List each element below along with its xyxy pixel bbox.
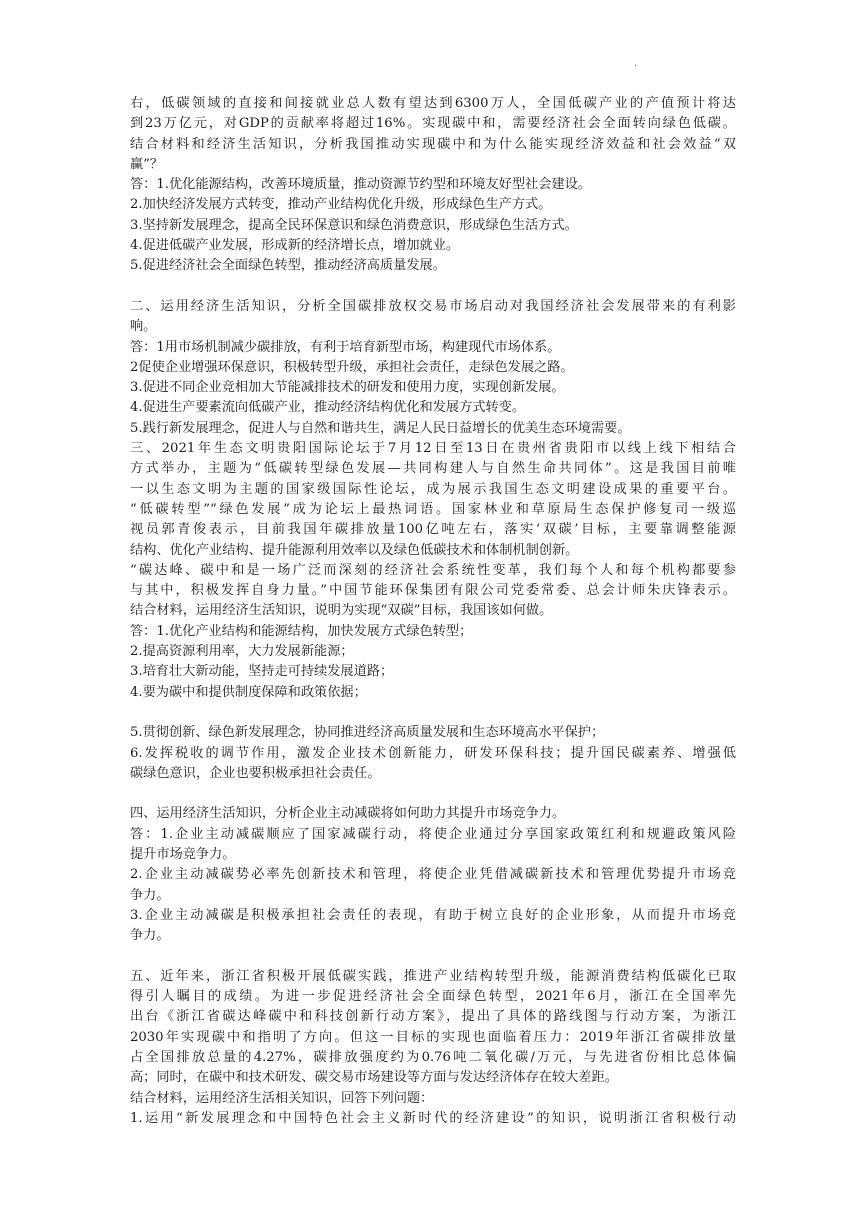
- text-line: 2促使企业增强环保意识，积极转型升级，承担社会责任，走绿色发展之路。: [130, 359, 574, 375]
- text-line: 答：1.优化能源结构，改善环境质量，推动资源节约型和环境友好型社会建设。: [130, 177, 591, 193]
- text-line: 4.要为碳中和提供制度保障和政策依据；: [130, 684, 367, 700]
- text-line: 占全国排放总量的4.27%，碳排放强度约为0.76吨二氧化碳/万元，与先进省份相比总体偏: [130, 1049, 736, 1065]
- text-line: 1.运用“新发展理念和中国特色社会主义新时代的经济建设”的知识，说明浙江省积极行动: [130, 1110, 736, 1126]
- text-line: 4.促进低碳产业发展，形成新的经济增长点，增加就业。: [130, 238, 460, 254]
- text-line: 到23万亿元，对GDP的贡献率将超过16%。实现碳中和，需要经济社会全面转向绿色低碳。: [130, 116, 736, 132]
- text-line: 二、运用经济生活知识，分析全国碳排放权交易市场启动对我国经济社会发展带来的有利影: [130, 298, 736, 314]
- text-line: 2.企业主动减碳势必率先创新技术和管理，将使企业凭借减碳新技术和管理优势提升市场竞: [130, 867, 736, 883]
- text-line: 3.培育壮大新动能，坚持走可持续发展道路；: [130, 664, 394, 680]
- text-line: 视员郭青俊表示，目前我国年碳排放量100亿吨左右，落实‘双碳’目标，主要靠调整能源: [130, 522, 736, 538]
- text-line: 4.促进生产要素流向低碳产业，推动经济结构优化和发展方式转变。: [130, 400, 526, 416]
- text-line: 答：1.优化产业结构和能源结构，加快发展方式绿色转型；: [130, 623, 473, 639]
- text-line: 四、运用经济生活知识，分析企业主动减碳将如何助力其提升市场竞争力。: [130, 806, 566, 822]
- text-line: 一以生态文明为主题的国家级国际性论坛，成为展示我国生态文明建设成果的重要平台。: [130, 481, 736, 497]
- text-line: 5.促进经济社会全面绿色转型，推动经济高质量发展。: [130, 258, 446, 274]
- text-line: 方式举办，主题为“低碳转型绿色发展—共同构建人与自然生命共同体”。这是我国目前唯: [130, 461, 736, 477]
- text-line: 答：1用市场机制减少碳排放，有利于培育新型市场，构建现代市场体系。: [130, 339, 561, 355]
- header-mark: .: [634, 58, 638, 69]
- text-line: 2030年实现碳中和指明了方向。但这一目标的实现也面临着压力：2019年浙江省碳排放量: [130, 1029, 736, 1045]
- text-line: 3.坚持新发展理念，提高全民环保意识和绿色消费意识，形成绿色生活方式。: [130, 217, 578, 233]
- text-line: 高；同时，在碳中和技术研发、碳交易市场建设等方面与发达经济体存在较大差距。: [130, 1070, 618, 1086]
- text-line: 碳绿色意识，企业也要积极承担社会责任。: [130, 765, 381, 781]
- text-line: 6.发挥税收的调节作用，激发企业技术创新能力，研发环保科技；提升国民碳素养、增强低: [130, 745, 736, 761]
- text-line: 2.加快经济发展方式转变，推动产业结构优化升级，形成绿色生产方式。: [130, 197, 552, 213]
- text-line: 3.促进不同企业竞相加大节能减排技术的研发和使用力度，实现创新发展。: [130, 380, 565, 396]
- text-line: 出台《浙江省碳达峰碳中和科技创新行动方案》，提出了具体的路线图与行动方案，为浙江: [130, 1009, 736, 1025]
- blank-line: [130, 784, 736, 804]
- text-line: 得引人瞩目的成绩。为进一步促进经济社会全面绿色转型，2021年6月，浙江在全国率先: [130, 989, 736, 1005]
- text-line: 5.贯彻创新、绿色新发展理念，协同推进经济高质量发展和生态环境高水平保护；: [130, 725, 605, 741]
- text-line: 争力。: [130, 887, 170, 903]
- text-line: “碳达峰、碳中和是一场广泛而深刻的经济社会系统性变革，我们每个人和每个机构都要参: [130, 562, 736, 578]
- text-line: 结合材料，运用经济生活知识，说明为实现“双碳”目标，我国该如何做。: [130, 603, 553, 619]
- text-line: 响。: [130, 319, 157, 335]
- text-line: 争力。: [130, 928, 170, 944]
- text-line: 3.企业主动减碳是积极承担社会责任的表现，有助于树立良好的企业形象，从而提升市场竞: [130, 907, 736, 923]
- text-line: 右，低碳领域的直接和间接就业总人数有望达到6300万人，全国低碳产业的产值预计将达: [130, 96, 736, 111]
- text-line: 2.提高资源利用率，大力发展新能源；: [130, 644, 354, 660]
- text-line: 与其中，积极发挥自身力量。”中国节能环保集团有限公司党委常委、总会计师朱庆锋表示。: [130, 583, 736, 599]
- text-line: 赢”？: [130, 156, 164, 172]
- blank-line: [130, 946, 736, 966]
- text-line: 五、近年来，浙江省积极开展低碳实践，推进产业结构转型升级，能源消费结构低碳化已取: [130, 968, 736, 984]
- text-line: 三、2021年生态文明贵阳国际论坛于7月12日至13日在贵州省贵阳市以线上线下相结合: [130, 441, 736, 457]
- document-body: [130, 94, 736, 1129]
- text-line: 答：1.企业主动减碳顺应了国家减碳行动，将使企业通过分享国家政策红利和规避政策风险: [130, 826, 736, 842]
- text-line: 5.践行新发展理念，促进人与自然和谐共生，满足人民日益增长的优美生态环境需要。: [130, 420, 631, 436]
- text-line: 结合材料和经济生活知识，分析我国推动实现碳中和为什么能实现经济效益和社会效益“双: [130, 136, 736, 152]
- blank-line: [130, 703, 736, 723]
- text-line: “低碳转型”“绿色发展”成为论坛上最热词语。国家林业和草原局生态保护修复司一级巡: [130, 501, 736, 517]
- text-line: 结构、优化产业结构、提升能源利用效率以及绿色低碳技术和体制机制创新。: [130, 542, 579, 558]
- blank-line: [130, 277, 736, 297]
- text-line: 结合材料，运用经济生活相关知识，回答下列问题：: [130, 1090, 434, 1106]
- text-line: 提升市场竞争力。: [130, 846, 236, 862]
